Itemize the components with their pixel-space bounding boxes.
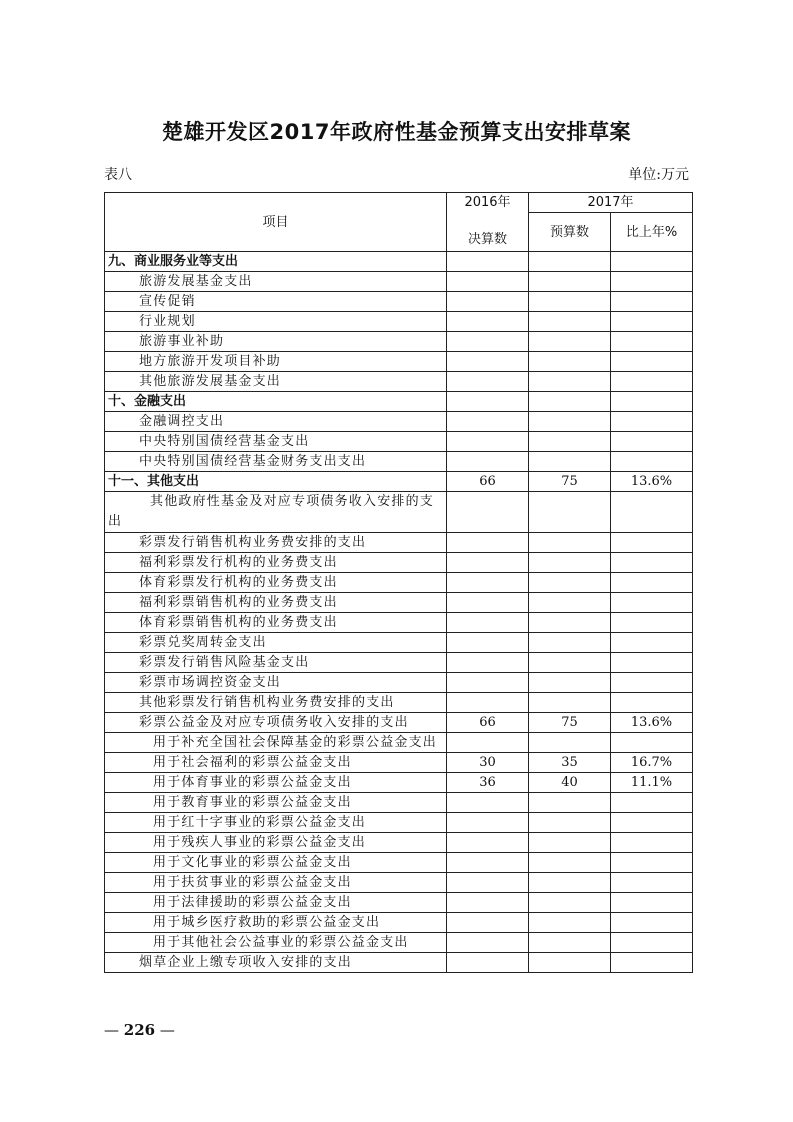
table-body [105, 252, 693, 973]
value-2017-budget [529, 613, 611, 633]
value-2017-budget [529, 853, 611, 873]
value-yoy-percent [611, 613, 693, 633]
table-row [105, 312, 693, 332]
value-2017-budget [529, 693, 611, 713]
row-item-name: 其他旅游发展基金支出 [105, 372, 447, 392]
value-yoy-percent [611, 873, 693, 893]
value-2016-final [447, 933, 529, 953]
page-number: 226 [123, 1021, 156, 1039]
value-2016-final: 66 [447, 713, 529, 733]
value-yoy-percent [611, 372, 693, 392]
table-row [105, 793, 693, 813]
footer-dash-right: — [159, 1021, 175, 1039]
value-yoy-percent [611, 252, 693, 272]
value-2016-final [447, 432, 529, 452]
row-item-name: 福利彩票销售机构的业务费支出 [105, 593, 447, 613]
table-row [105, 613, 693, 633]
value-yoy-percent [611, 693, 693, 713]
row-item-name: 彩票市场调控资金支出 [105, 673, 447, 693]
value-2017-budget [529, 653, 611, 673]
row-item-name: 十、金融支出 [105, 392, 447, 412]
value-yoy-percent [611, 853, 693, 873]
value-yoy-percent: 16.7% [611, 753, 693, 773]
value-2017-budget [529, 272, 611, 292]
table-row [105, 492, 693, 533]
row-item-name: 宣传促销 [105, 292, 447, 312]
table-row [105, 533, 693, 553]
value-2016-final [447, 372, 529, 392]
table-row [105, 893, 693, 913]
value-2017-budget [529, 432, 611, 452]
value-2016-final [447, 873, 529, 893]
value-2017-budget [529, 252, 611, 272]
table-row [105, 813, 693, 833]
value-2016-final [447, 492, 529, 533]
header-2016: 2016年 [447, 193, 529, 213]
value-2017-budget [529, 553, 611, 573]
value-2016-final: 66 [447, 472, 529, 492]
value-2017-budget [529, 793, 611, 813]
value-2017-budget [529, 452, 611, 472]
value-yoy-percent [611, 953, 693, 973]
value-yoy-percent [611, 492, 693, 533]
page-title: 楚雄开发区2017年政府性基金预算支出安排草案 [162, 120, 631, 144]
value-2017-budget [529, 392, 611, 412]
row-item-name: 烟草企业上缴专项收入安排的支出 [105, 953, 447, 973]
row-item-name [105, 492, 447, 533]
header-final: 决算数 [447, 213, 529, 252]
value-yoy-percent [611, 292, 693, 312]
value-2017-budget [529, 292, 611, 312]
value-yoy-percent [611, 533, 693, 553]
table-row [105, 773, 693, 793]
value-2016-final [447, 653, 529, 673]
table-row [105, 853, 693, 873]
value-yoy-percent [611, 653, 693, 673]
value-2017-budget [529, 533, 611, 553]
footer-dash-left: — [104, 1021, 119, 1039]
value-2016-final [447, 593, 529, 613]
value-2016-final [447, 813, 529, 833]
value-yoy-percent [611, 913, 693, 933]
table-row [105, 292, 693, 312]
row-item-text: 其他政府性基金及对应专项债务收入安排的支出 [108, 494, 435, 529]
value-2017-budget [529, 312, 611, 332]
value-2016-final [447, 332, 529, 352]
value-2016-final [447, 693, 529, 713]
value-2017-budget [529, 332, 611, 352]
value-yoy-percent [611, 833, 693, 853]
table-row [105, 753, 693, 773]
row-item-name: 九、商业服务业等支出 [105, 252, 447, 272]
value-2017-budget [529, 352, 611, 372]
value-2016-final [447, 793, 529, 813]
value-2016-final [447, 893, 529, 913]
row-item-name: 福利彩票发行机构的业务费支出 [105, 553, 447, 573]
table-row [105, 472, 693, 492]
value-2016-final [447, 573, 529, 593]
table-row [105, 392, 693, 412]
value-2016-final [447, 533, 529, 553]
value-2016-final [447, 292, 529, 312]
table-row [105, 432, 693, 452]
value-2017-budget [529, 492, 611, 533]
row-item-name: 旅游事业补助 [105, 332, 447, 352]
table-row [105, 873, 693, 893]
table-label: 表八 [104, 167, 132, 183]
table-row [105, 593, 693, 613]
row-item-name: 用于其他社会公益事业的彩票公益金支出 [105, 933, 447, 953]
value-yoy-percent [611, 593, 693, 613]
table-row [105, 933, 693, 953]
row-item-name: 旅游发展基金支出 [105, 272, 447, 292]
row-item-name: 用于体育事业的彩票公益金支出 [105, 773, 447, 793]
table-row [105, 673, 693, 693]
table-row [105, 372, 693, 392]
value-yoy-percent [611, 893, 693, 913]
header-budget: 预算数 [529, 213, 611, 252]
unit-label: 单位:万元 [628, 167, 689, 183]
row-item-name: 其他彩票发行销售机构业务费安排的支出 [105, 693, 447, 713]
table-row [105, 573, 693, 593]
budget-table [104, 192, 693, 973]
table-row [105, 352, 693, 372]
value-2017-budget [529, 953, 611, 973]
header-yoy: 比上年% [611, 213, 693, 252]
value-yoy-percent [611, 813, 693, 833]
row-item-name: 彩票发行销售风险基金支出 [105, 653, 447, 673]
value-2016-final [447, 633, 529, 653]
value-2017-budget [529, 873, 611, 893]
value-2017-budget [529, 573, 611, 593]
row-item-name: 彩票发行销售机构业务费安排的支出 [105, 533, 447, 553]
value-2016-final [447, 553, 529, 573]
value-2016-final [447, 833, 529, 853]
row-item-name: 体育彩票发行机构的业务费支出 [105, 573, 447, 593]
table-row [105, 653, 693, 673]
value-yoy-percent [611, 933, 693, 953]
value-2017-budget [529, 733, 611, 753]
table-row [105, 412, 693, 432]
row-item-name: 十一、其他支出 [105, 472, 447, 492]
value-2016-final [447, 673, 529, 693]
table-row [105, 272, 693, 292]
value-2017-budget [529, 633, 611, 653]
row-item-name: 用于教育事业的彩票公益金支出 [105, 793, 447, 813]
value-2016-final [447, 452, 529, 472]
table-row [105, 633, 693, 653]
value-yoy-percent [611, 392, 693, 412]
row-item-name: 中央特别国债经营基金支出 [105, 432, 447, 452]
row-item-name: 用于补充全国社会保障基金的彩票公益金支出 [105, 733, 447, 753]
value-2017-budget: 75 [529, 472, 611, 492]
row-item-name: 用于红十字事业的彩票公益金支出 [105, 813, 447, 833]
value-yoy-percent [611, 352, 693, 372]
table-row [105, 252, 693, 272]
value-2016-final [447, 252, 529, 272]
value-2016-final [447, 312, 529, 332]
value-2016-final [447, 953, 529, 973]
row-item-name: 用于社会福利的彩票公益金支出 [105, 753, 447, 773]
table-row [105, 833, 693, 853]
value-2017-budget: 75 [529, 713, 611, 733]
value-2017-budget [529, 893, 611, 913]
page-footer [104, 1021, 175, 1039]
row-item-name: 用于城乡医疗救助的彩票公益金支出 [105, 913, 447, 933]
row-item-name: 用于文化事业的彩票公益金支出 [105, 853, 447, 873]
table-row [105, 553, 693, 573]
table-row [105, 693, 693, 713]
value-yoy-percent [611, 573, 693, 593]
value-yoy-percent [611, 272, 693, 292]
value-yoy-percent [611, 452, 693, 472]
value-2016-final [447, 352, 529, 372]
row-item-name: 用于法律援助的彩票公益金支出 [105, 893, 447, 913]
value-2017-budget [529, 913, 611, 933]
value-yoy-percent [611, 312, 693, 332]
value-2016-final: 30 [447, 753, 529, 773]
value-yoy-percent [611, 412, 693, 432]
value-2016-final [447, 733, 529, 753]
row-item-name: 中央特别国债经营基金财务支出支出 [105, 452, 447, 472]
value-2017-budget [529, 833, 611, 853]
value-yoy-percent: 13.6% [611, 713, 693, 733]
value-yoy-percent [611, 633, 693, 653]
header-2017: 2017年 [529, 193, 693, 213]
row-item-name: 用于残疾人事业的彩票公益金支出 [105, 833, 447, 853]
value-2016-final [447, 392, 529, 412]
value-2017-budget [529, 412, 611, 432]
table-row [105, 332, 693, 352]
value-2016-final [447, 412, 529, 432]
row-item-name: 金融调控支出 [105, 412, 447, 432]
table-row [105, 713, 693, 733]
value-yoy-percent [611, 793, 693, 813]
value-2016-final [447, 853, 529, 873]
value-2017-budget [529, 933, 611, 953]
row-item-name: 彩票兑奖周转金支出 [105, 633, 447, 653]
value-yoy-percent [611, 432, 693, 452]
table-row [105, 733, 693, 753]
value-2016-final: 36 [447, 773, 529, 793]
table-row [105, 953, 693, 973]
value-yoy-percent [611, 673, 693, 693]
row-item-name: 体育彩票销售机构的业务费支出 [105, 613, 447, 633]
value-yoy-percent [611, 553, 693, 573]
value-2017-budget [529, 673, 611, 693]
value-2016-final [447, 613, 529, 633]
value-yoy-percent: 11.1% [611, 773, 693, 793]
value-2017-budget [529, 593, 611, 613]
value-yoy-percent: 13.6% [611, 472, 693, 492]
value-yoy-percent [611, 733, 693, 753]
table-row [105, 452, 693, 472]
header-item: 项目 [105, 193, 447, 252]
row-item-name: 地方旅游开发项目补助 [105, 352, 447, 372]
value-2017-budget: 40 [529, 773, 611, 793]
value-2017-budget: 35 [529, 753, 611, 773]
value-2016-final [447, 272, 529, 292]
value-yoy-percent [611, 332, 693, 352]
value-2017-budget [529, 372, 611, 392]
row-item-name: 彩票公益金及对应专项债务收入安排的支出 [105, 713, 447, 733]
row-item-name: 用于扶贫事业的彩票公益金支出 [105, 873, 447, 893]
row-item-name: 行业规划 [105, 312, 447, 332]
value-2016-final [447, 913, 529, 933]
value-2017-budget [529, 813, 611, 833]
table-row [105, 913, 693, 933]
